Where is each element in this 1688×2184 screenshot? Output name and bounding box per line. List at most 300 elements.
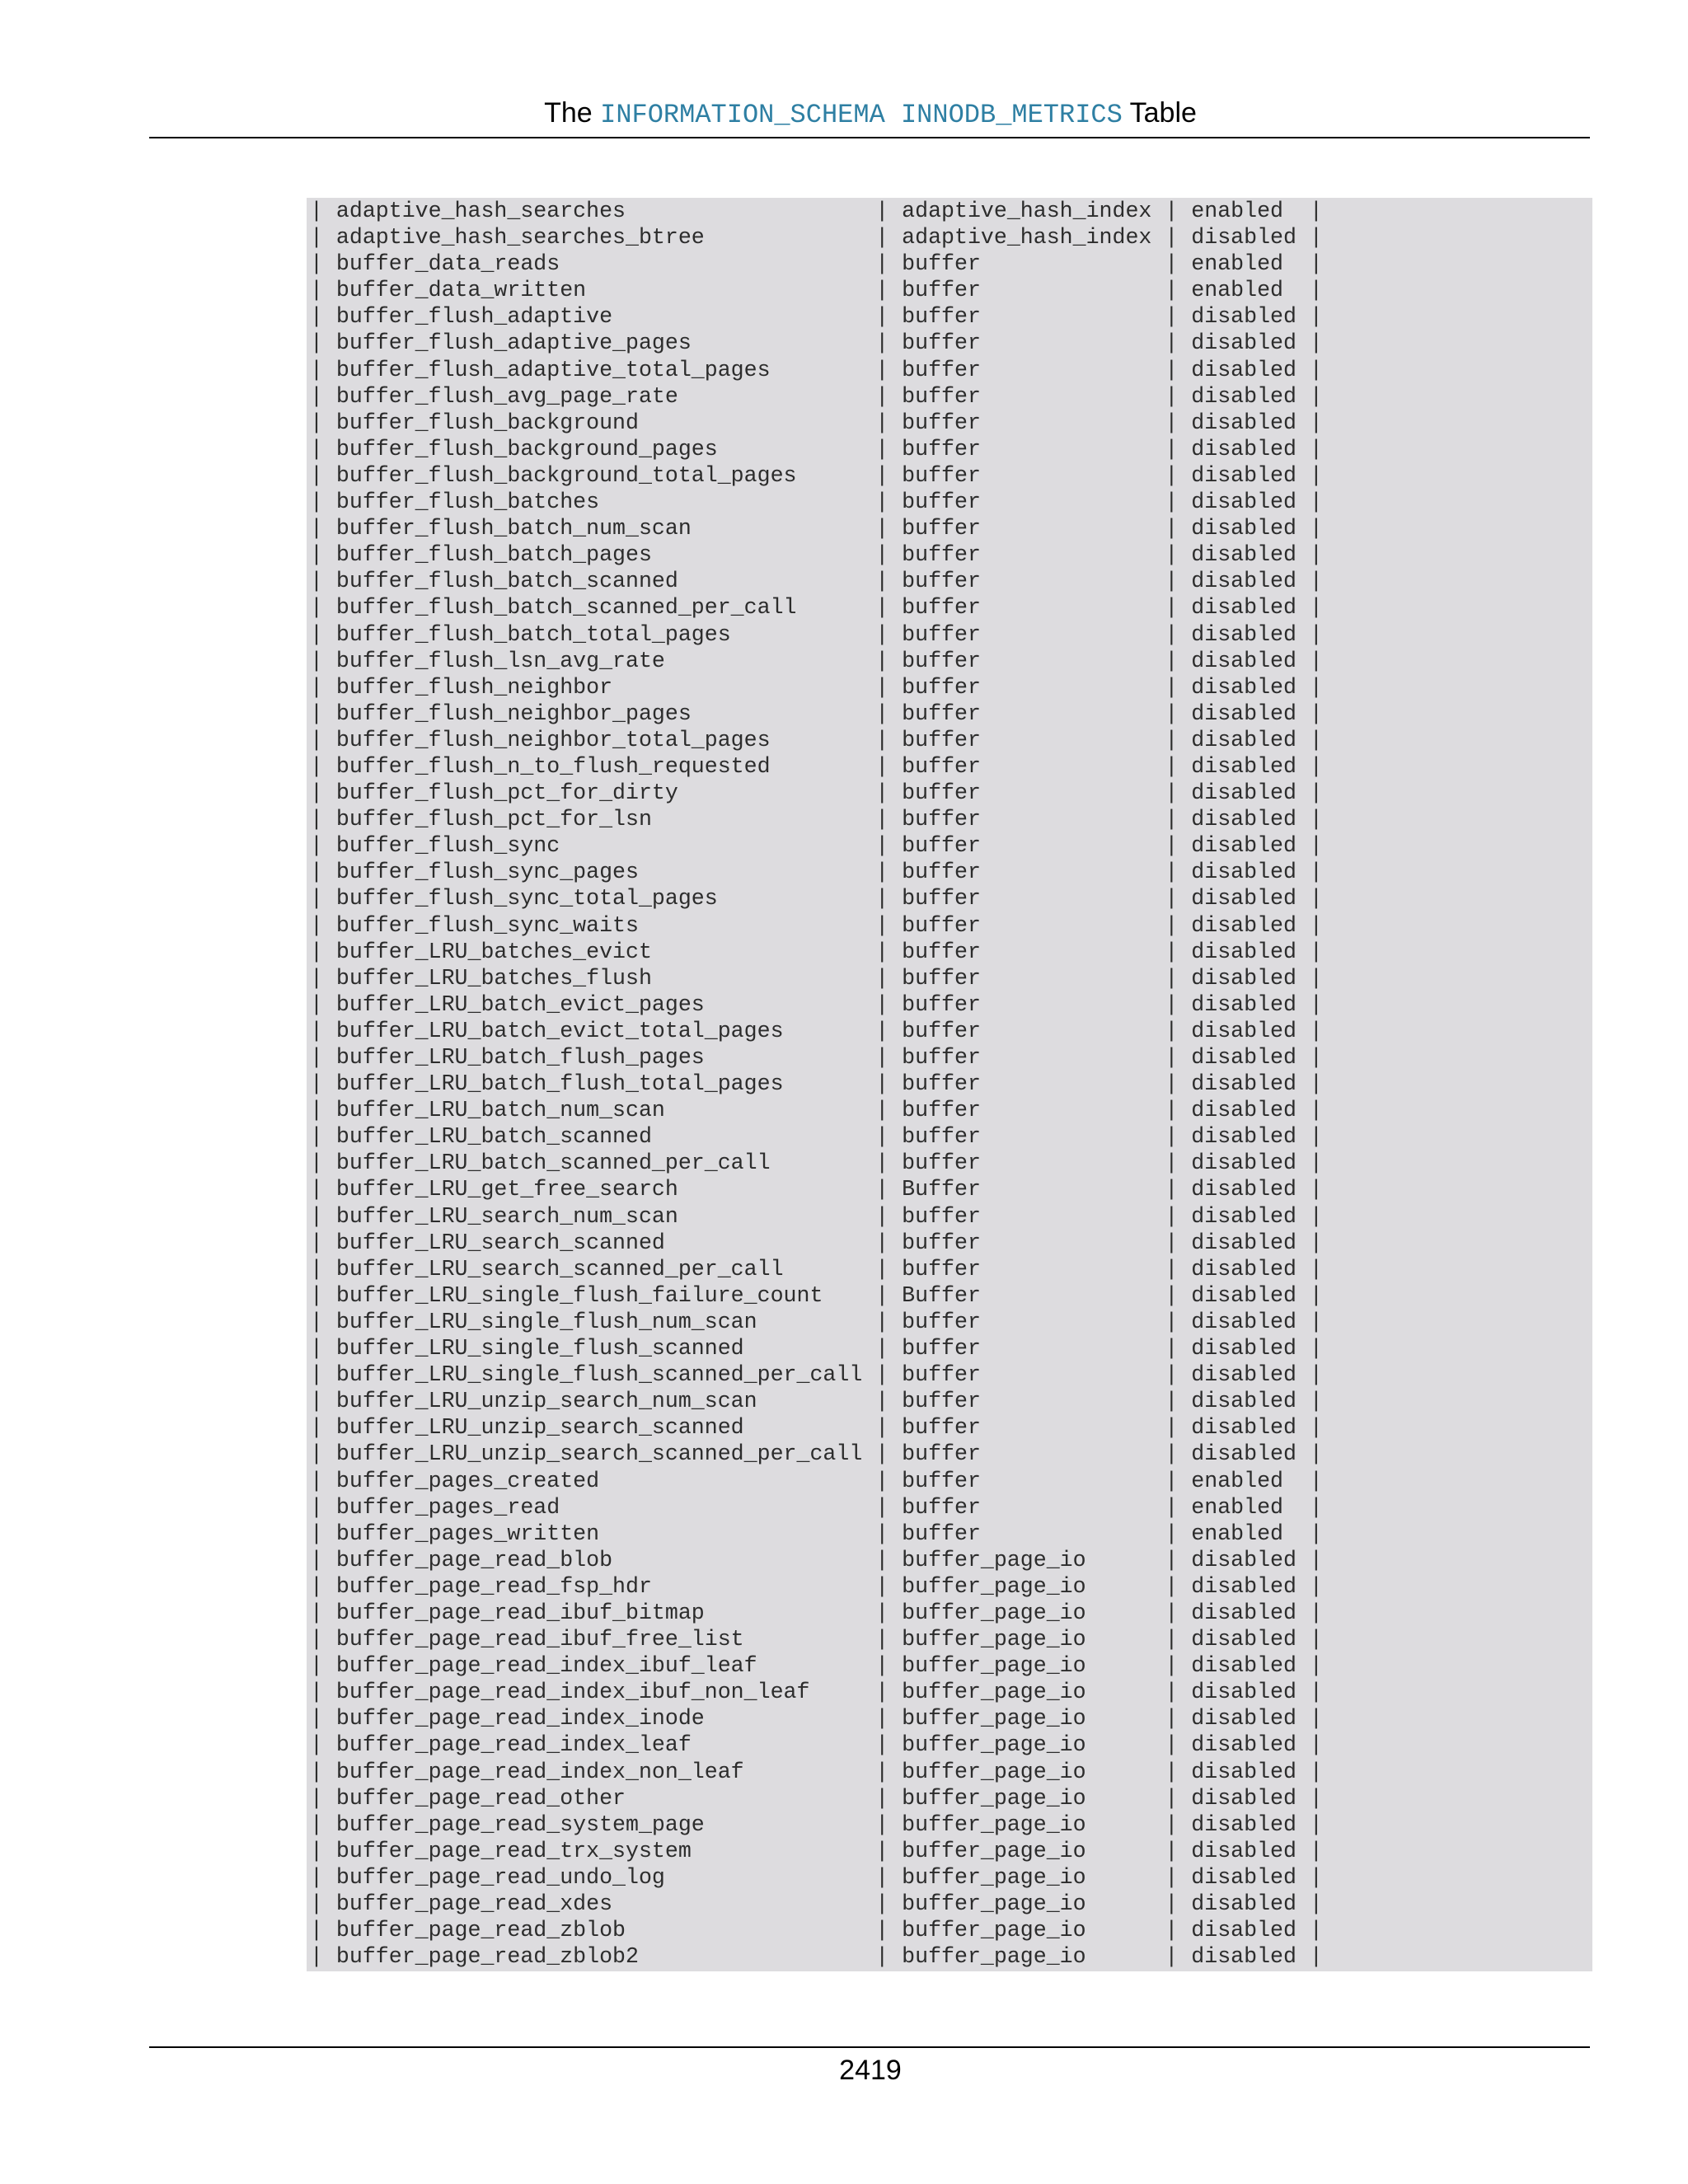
column-separator: | — [310, 991, 336, 1017]
column-separator: | — [862, 1891, 903, 1916]
column-separator: | — [1151, 1151, 1192, 1176]
column-separator: | — [310, 1785, 336, 1811]
column-separator: | — [1296, 1071, 1323, 1097]
column-separator: | — [1151, 701, 1192, 726]
metric-name: buffer_flush_adaptive_pages — [335, 330, 863, 356]
table-row — [310, 489, 1592, 515]
status: disabled — [1191, 1389, 1296, 1414]
column-separator: | — [310, 674, 336, 700]
column-separator: | — [310, 727, 336, 752]
table-row — [310, 277, 1592, 303]
table-row — [310, 1123, 1592, 1150]
metric-name: buffer_flush_sync_pages — [335, 860, 863, 885]
page-header — [0, 92, 1688, 136]
column-separator: | — [1151, 1045, 1192, 1070]
status: disabled — [1191, 1045, 1296, 1070]
column-separator: | — [1296, 1864, 1323, 1890]
column-separator: | — [1296, 1309, 1323, 1334]
column-separator: | — [310, 595, 336, 621]
table-row — [310, 1891, 1592, 1917]
column-separator: | — [310, 1071, 336, 1097]
subsystem: buffer — [902, 753, 1152, 779]
status: disabled — [1191, 330, 1296, 356]
column-separator: | — [1151, 595, 1192, 621]
table-row — [310, 1414, 1592, 1441]
column-separator: | — [1296, 1918, 1323, 1943]
column-separator: | — [1151, 1785, 1192, 1811]
column-separator: | — [862, 569, 903, 594]
column-separator: | — [1296, 780, 1323, 806]
column-separator: | — [862, 1415, 903, 1441]
status: disabled — [1191, 833, 1296, 859]
status: disabled — [1191, 1811, 1296, 1837]
column-separator: | — [1151, 1653, 1192, 1679]
column-separator: | — [862, 1362, 903, 1388]
table-row — [310, 1097, 1592, 1123]
column-separator: | — [862, 357, 903, 382]
column-separator: | — [1151, 304, 1192, 330]
column-separator: | — [1296, 1362, 1323, 1388]
metric-name: buffer_LRU_batch_flush_pages — [335, 1045, 863, 1070]
table-row — [310, 727, 1592, 753]
subsystem: buffer — [902, 462, 1152, 488]
column-separator: | — [310, 225, 336, 251]
status: disabled — [1191, 807, 1296, 832]
column-separator: | — [1151, 199, 1192, 223]
metric-name: buffer_LRU_search_num_scan — [335, 1203, 863, 1229]
status: disabled — [1191, 780, 1296, 806]
column-separator: | — [862, 1944, 903, 1970]
table-row — [310, 1071, 1592, 1097]
table-row — [310, 383, 1592, 410]
column-separator: | — [310, 1018, 336, 1043]
status: disabled — [1191, 1124, 1296, 1150]
status: enabled — [1191, 199, 1296, 223]
column-separator: | — [310, 939, 336, 964]
table-row — [310, 780, 1592, 806]
column-separator: | — [1296, 357, 1323, 382]
metric-name: buffer_page_read_blob — [335, 1547, 863, 1572]
column-separator: | — [310, 1336, 336, 1361]
table-row — [310, 991, 1592, 1018]
column-separator: | — [1151, 674, 1192, 700]
column-separator: | — [862, 621, 903, 647]
column-separator: | — [310, 860, 336, 885]
subsystem: buffer — [902, 1151, 1152, 1176]
metric-name: buffer_page_read_other — [335, 1785, 863, 1811]
status: disabled — [1191, 1309, 1296, 1334]
table-row — [310, 1018, 1592, 1044]
column-separator: | — [862, 436, 903, 462]
column-separator: | — [310, 1918, 336, 1943]
column-separator: | — [310, 1468, 336, 1493]
column-separator: | — [1296, 1415, 1323, 1441]
column-separator: | — [310, 807, 336, 832]
metric-name: buffer_flush_neighbor_total_pages — [335, 727, 863, 752]
table-row — [310, 1864, 1592, 1891]
column-separator: | — [1151, 1441, 1192, 1467]
column-separator: | — [1151, 1389, 1192, 1414]
column-separator: | — [310, 1732, 336, 1758]
column-separator: | — [1151, 1362, 1192, 1388]
column-separator: | — [1296, 1389, 1323, 1414]
header-table-name: INFORMATION_SCHEMA INNODB_METRICS — [600, 100, 1123, 130]
column-separator: | — [862, 383, 903, 409]
column-separator: | — [862, 1918, 903, 1943]
column-separator: | — [1151, 1468, 1192, 1493]
column-separator: | — [1151, 569, 1192, 594]
status: disabled — [1191, 727, 1296, 752]
column-separator: | — [1296, 991, 1323, 1017]
column-separator: | — [1296, 490, 1323, 515]
table-row — [310, 1521, 1592, 1547]
metric-name: buffer_LRU_single_flush_scanned — [335, 1336, 863, 1361]
subsystem: buffer — [902, 383, 1152, 409]
subsystem: buffer — [902, 1018, 1152, 1043]
metric-name: buffer_page_read_trx_system — [335, 1838, 863, 1863]
status: disabled — [1191, 1891, 1296, 1916]
subsystem: buffer — [902, 648, 1152, 673]
column-separator: | — [1151, 383, 1192, 409]
column-separator: | — [310, 1230, 336, 1255]
subsystem: buffer_page_io — [902, 1891, 1152, 1916]
subsystem: buffer — [902, 1045, 1152, 1070]
column-separator: | — [1296, 1521, 1323, 1546]
status: disabled — [1191, 462, 1296, 488]
column-separator: | — [1296, 383, 1323, 409]
subsystem: buffer — [902, 780, 1152, 806]
table-row — [310, 1547, 1592, 1573]
table-row — [310, 1573, 1592, 1600]
subsystem: buffer — [902, 939, 1152, 964]
subsystem: adaptive_hash_index — [902, 225, 1152, 251]
metric-name: buffer_LRU_single_flush_failure_count — [335, 1282, 863, 1308]
table-row — [310, 701, 1592, 727]
column-separator: | — [862, 304, 903, 330]
column-separator: | — [1151, 807, 1192, 832]
column-separator: | — [1296, 1177, 1323, 1202]
column-separator: | — [862, 674, 903, 700]
status: disabled — [1191, 1336, 1296, 1361]
metric-name: buffer_flush_batch_total_pages — [335, 621, 863, 647]
column-separator: | — [1151, 1282, 1192, 1308]
column-separator: | — [1151, 1811, 1192, 1837]
subsystem: buffer_page_io — [902, 1680, 1152, 1705]
status: disabled — [1191, 490, 1296, 515]
status: disabled — [1191, 1918, 1296, 1943]
column-separator: | — [862, 939, 903, 964]
column-separator: | — [1296, 939, 1323, 964]
table-row — [310, 1917, 1592, 1943]
metric-name: buffer_page_read_xdes — [335, 1891, 863, 1916]
column-separator: | — [1151, 1071, 1192, 1097]
column-separator: | — [1296, 1547, 1323, 1572]
metric-name: buffer_data_reads — [335, 251, 863, 277]
column-separator: | — [310, 833, 336, 859]
column-separator: | — [862, 648, 903, 673]
column-separator: | — [1296, 1706, 1323, 1732]
status: disabled — [1191, 701, 1296, 726]
column-separator: | — [310, 436, 336, 462]
table-row — [310, 357, 1592, 383]
table-row — [310, 1203, 1592, 1230]
subsystem: buffer — [902, 490, 1152, 515]
column-separator: | — [862, 1494, 903, 1520]
column-separator: | — [310, 1838, 336, 1863]
column-separator: | — [1296, 886, 1323, 912]
status: disabled — [1191, 595, 1296, 621]
table-row — [310, 251, 1592, 277]
column-separator: | — [1151, 621, 1192, 647]
column-separator: | — [1296, 1891, 1323, 1916]
column-separator: | — [862, 251, 903, 277]
subsystem: buffer — [902, 886, 1152, 912]
status: disabled — [1191, 1071, 1296, 1097]
metric-name: buffer_LRU_get_free_search — [335, 1177, 863, 1202]
table-row — [310, 885, 1592, 912]
column-separator: | — [1151, 753, 1192, 779]
column-separator: | — [310, 516, 336, 541]
status: disabled — [1191, 1018, 1296, 1043]
subsystem: buffer_page_io — [902, 1573, 1152, 1599]
table-row — [310, 224, 1592, 251]
column-separator: | — [1296, 1838, 1323, 1863]
column-separator: | — [1296, 621, 1323, 647]
column-separator: | — [862, 727, 903, 752]
column-separator: | — [1296, 860, 1323, 885]
column-separator: | — [1296, 965, 1323, 991]
table-row — [310, 1494, 1592, 1521]
metric-name: buffer_LRU_batch_evict_total_pages — [335, 1018, 863, 1043]
column-separator: | — [862, 410, 903, 435]
column-separator: | — [862, 1864, 903, 1890]
column-separator: | — [862, 1653, 903, 1679]
column-separator: | — [1151, 912, 1192, 938]
metric-name: adaptive_hash_searches_btree — [335, 225, 863, 251]
column-separator: | — [862, 701, 903, 726]
status: disabled — [1191, 436, 1296, 462]
status: disabled — [1191, 1203, 1296, 1229]
metric-name: buffer_flush_batches — [335, 490, 863, 515]
column-separator: | — [1151, 727, 1192, 752]
subsystem: buffer — [902, 1389, 1152, 1414]
column-separator: | — [1151, 1018, 1192, 1043]
subsystem: buffer — [902, 278, 1152, 303]
column-separator: | — [1296, 1759, 1323, 1784]
column-separator: | — [862, 833, 903, 859]
metric-name: buffer_flush_adaptive_total_pages — [335, 357, 863, 382]
subsystem: buffer — [902, 251, 1152, 277]
metric-name: buffer_flush_sync_waits — [335, 912, 863, 938]
column-separator: | — [1296, 1256, 1323, 1282]
metric-name: buffer_flush_pct_for_dirty — [335, 780, 863, 806]
subsystem: buffer — [902, 621, 1152, 647]
table-row — [310, 1388, 1592, 1414]
column-separator: | — [862, 278, 903, 303]
column-separator: | — [862, 595, 903, 621]
column-separator: | — [1296, 225, 1323, 251]
column-separator: | — [1296, 516, 1323, 541]
column-separator: | — [1151, 1494, 1192, 1520]
metric-name: buffer_page_read_index_inode — [335, 1706, 863, 1732]
column-separator: | — [1151, 251, 1192, 277]
status: disabled — [1191, 1573, 1296, 1599]
table-row — [310, 1785, 1592, 1811]
column-separator: | — [1151, 886, 1192, 912]
subsystem: buffer — [902, 1494, 1152, 1520]
status: disabled — [1191, 1362, 1296, 1388]
metric-name: buffer_flush_background_total_pages — [335, 462, 863, 488]
column-separator: | — [862, 516, 903, 541]
column-separator: | — [862, 1759, 903, 1784]
table-row — [310, 1943, 1592, 1970]
subsystem: buffer — [902, 357, 1152, 382]
subsystem: buffer_page_io — [902, 1918, 1152, 1943]
metric-name: buffer_flush_n_to_flush_requested — [335, 753, 863, 779]
subsystem: buffer — [902, 1124, 1152, 1150]
metric-name: buffer_flush_sync — [335, 833, 863, 859]
column-separator: | — [862, 1785, 903, 1811]
metric-name: buffer_LRU_batch_flush_total_pages — [335, 1071, 863, 1097]
status: disabled — [1191, 1098, 1296, 1123]
subsystem: buffer — [902, 1071, 1152, 1097]
column-separator: | — [1296, 1785, 1323, 1811]
table-row — [310, 1044, 1592, 1071]
metric-name: buffer_LRU_search_scanned_per_call — [335, 1256, 863, 1282]
table-row — [310, 1679, 1592, 1705]
column-separator: | — [1151, 939, 1192, 964]
table-row — [310, 1335, 1592, 1361]
column-separator: | — [1151, 1944, 1192, 1970]
subsystem: buffer_page_io — [902, 1944, 1152, 1970]
column-separator: | — [1296, 1441, 1323, 1467]
column-separator: | — [862, 1573, 903, 1599]
table-row — [310, 1150, 1592, 1176]
column-separator: | — [310, 383, 336, 409]
column-separator: | — [862, 490, 903, 515]
column-separator: | — [310, 1124, 336, 1150]
column-separator: | — [1151, 516, 1192, 541]
table-row — [310, 1441, 1592, 1467]
table-row — [310, 648, 1592, 674]
column-separator: | — [862, 1838, 903, 1863]
column-separator: | — [310, 965, 336, 991]
column-separator: | — [1151, 357, 1192, 382]
column-separator: | — [310, 1098, 336, 1123]
column-separator: | — [1151, 1627, 1192, 1652]
column-separator: | — [1151, 490, 1192, 515]
subsystem: buffer — [902, 1203, 1152, 1229]
subsystem: buffer — [902, 807, 1152, 832]
column-separator: | — [862, 1680, 903, 1705]
column-separator: | — [862, 1336, 903, 1361]
column-separator: | — [1151, 1256, 1192, 1282]
table-row — [310, 1811, 1592, 1838]
column-separator: | — [862, 965, 903, 991]
column-separator: | — [1296, 648, 1323, 673]
status: disabled — [1191, 912, 1296, 938]
column-separator: | — [862, 1547, 903, 1572]
metric-name: buffer_pages_read — [335, 1494, 863, 1520]
subsystem: Buffer — [902, 1282, 1152, 1308]
column-separator: | — [862, 542, 903, 568]
status: disabled — [1191, 1282, 1296, 1308]
column-separator: | — [310, 1203, 336, 1229]
column-separator: | — [862, 1256, 903, 1282]
column-separator: | — [862, 860, 903, 885]
column-separator: | — [1296, 912, 1323, 938]
column-separator: | — [862, 1282, 903, 1308]
column-separator: | — [862, 1230, 903, 1255]
column-separator: | — [862, 780, 903, 806]
metric-name: buffer_flush_sync_total_pages — [335, 886, 863, 912]
column-separator: | — [310, 648, 336, 673]
column-separator: | — [1296, 1680, 1323, 1705]
subsystem: buffer_page_io — [902, 1653, 1152, 1679]
column-separator: | — [1151, 410, 1192, 435]
column-separator: | — [310, 1706, 336, 1732]
table-row — [310, 912, 1592, 939]
column-separator: | — [1151, 1573, 1192, 1599]
metric-name: buffer_LRU_batch_scanned_per_call — [335, 1151, 863, 1176]
metric-name: buffer_pages_created — [335, 1468, 863, 1493]
column-separator: | — [862, 1627, 903, 1652]
subsystem: buffer — [902, 516, 1152, 541]
column-separator: | — [310, 304, 336, 330]
subsystem: buffer_page_io — [902, 1811, 1152, 1837]
subsystem: buffer_page_io — [902, 1600, 1152, 1625]
status: disabled — [1191, 1653, 1296, 1679]
column-separator: | — [310, 780, 336, 806]
subsystem: Buffer — [902, 1177, 1152, 1202]
column-separator: | — [1151, 1203, 1192, 1229]
column-separator: | — [862, 1098, 903, 1123]
column-separator: | — [1296, 1732, 1323, 1758]
column-separator: | — [310, 1600, 336, 1625]
column-separator: | — [862, 886, 903, 912]
column-separator: | — [1151, 278, 1192, 303]
header-prefix: The — [544, 97, 601, 129]
column-separator: | — [1151, 1521, 1192, 1546]
subsystem: buffer_page_io — [902, 1785, 1152, 1811]
metric-name: buffer_flush_batch_scanned — [335, 569, 863, 594]
subsystem: buffer — [902, 912, 1152, 938]
table-row — [310, 198, 1592, 224]
metric-name: buffer_LRU_batch_evict_pages — [335, 991, 863, 1017]
column-separator: | — [310, 1547, 336, 1572]
column-separator: | — [1296, 1627, 1323, 1652]
table-row — [310, 1176, 1592, 1202]
table-row — [310, 1282, 1592, 1309]
metric-name: buffer_flush_batch_scanned_per_call — [335, 595, 863, 621]
status: disabled — [1191, 1547, 1296, 1572]
status: disabled — [1191, 304, 1296, 330]
table-row — [310, 1230, 1592, 1256]
status: disabled — [1191, 410, 1296, 435]
metric-name: buffer_page_read_ibuf_free_list — [335, 1627, 863, 1652]
status: disabled — [1191, 674, 1296, 700]
column-separator: | — [862, 1600, 903, 1625]
column-separator: | — [862, 1389, 903, 1414]
subsystem: buffer — [902, 1309, 1152, 1334]
column-separator: | — [862, 462, 903, 488]
metric-name: buffer_flush_adaptive — [335, 304, 863, 330]
table-row — [310, 806, 1592, 832]
column-separator: | — [1151, 1891, 1192, 1916]
column-separator: | — [862, 1177, 903, 1202]
metric-name: buffer_LRU_search_scanned — [335, 1230, 863, 1255]
subsystem: buffer — [902, 1230, 1152, 1255]
